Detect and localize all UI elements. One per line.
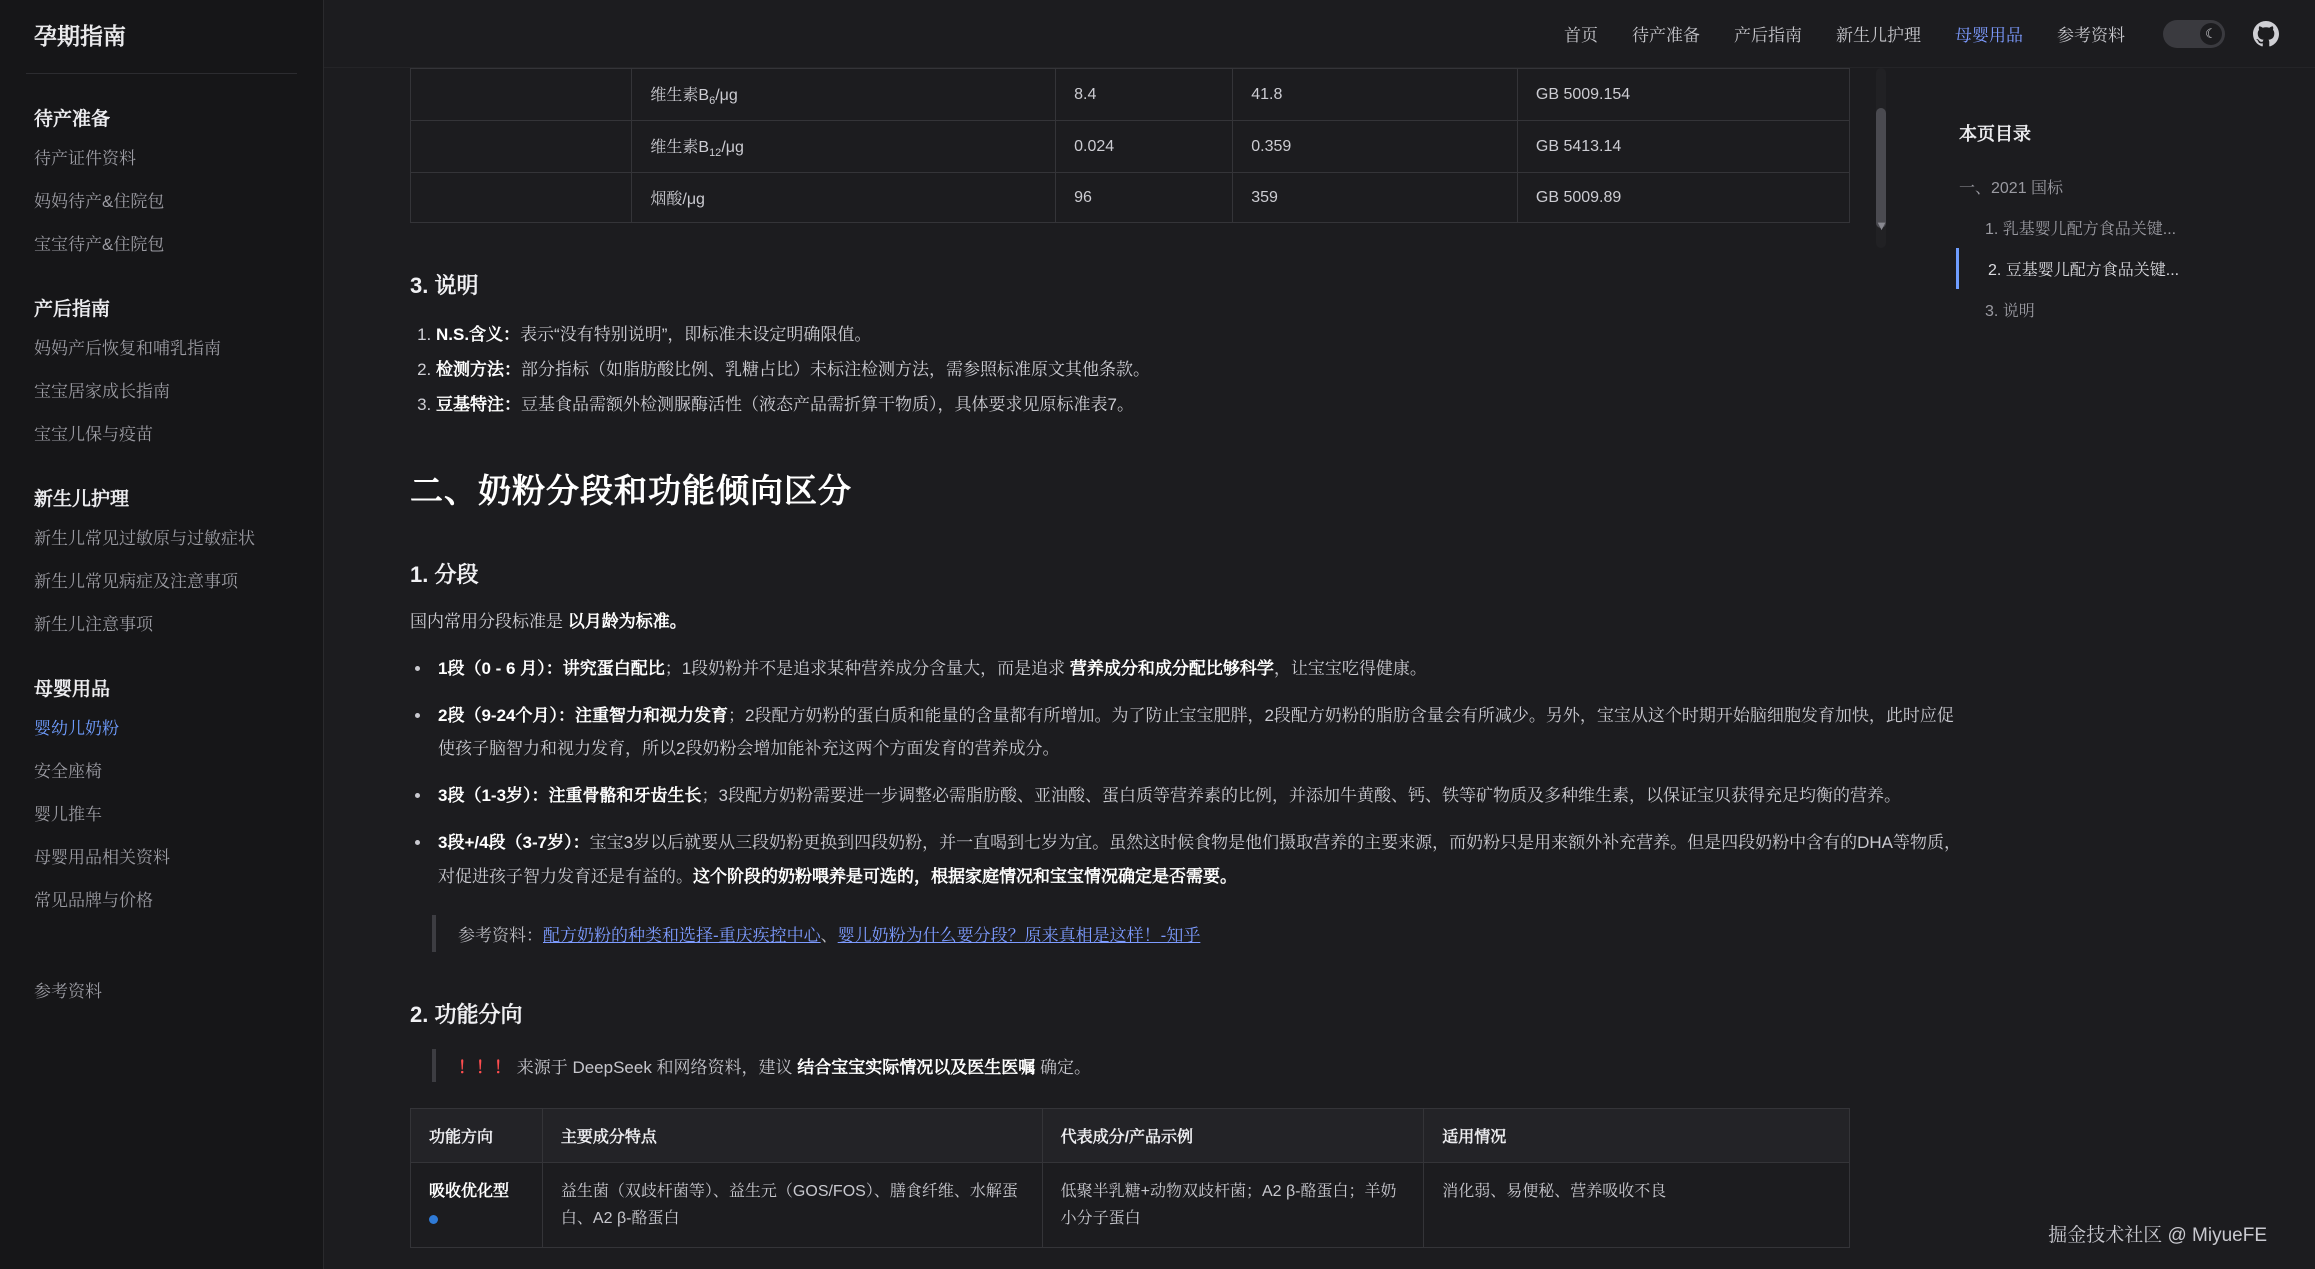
sidebar-item-erbao-yimiao[interactable]: 宝宝儿保与疫苗 [34,425,153,444]
list-item [432,699,1970,765]
sidebar-item-daichan-zhengjian[interactable]: 待产证件资料 [34,149,136,168]
topnav-item-chanhou[interactable]: 产后指南 [1734,26,1802,45]
table-cell-group [411,69,632,121]
table-row [411,173,1850,223]
explain-text: 豆基食品需额外检测脲酶活性（液态产品需折算干物质），具体要求见原标准表7。 [521,395,1134,415]
reference-separator: 、 [820,925,838,945]
page-title-section-two: 二、奶粉分段和功能倾向区分 [410,471,852,509]
top-navigation-bar [324,0,2315,68]
table-cell-nutrient: 烟酸/μg [632,173,1056,223]
stage-text1: 宝宝3岁以后就要从三段奶粉更换到四段奶粉，并一直喝到七岁为宜。虽然这时候食物是他们摄取营养的主要来源，而奶粉只是用来额外补充营养。但是四段奶粉中含有的DHA等物质，对促进孩子智力发育还是有益的。 [438,833,1961,886]
fenduan-lead [410,607,1970,632]
table-cell-examples: 低聚半乳糖+动物双歧杆菌；A2 β-酪蛋白；羊奶小分子蛋白 [1042,1162,1424,1247]
toc-item-doujipei[interactable]: 2. 豆基婴儿配方食品关键... [1956,248,2259,289]
scrollbar-thumb[interactable] [1876,108,1886,228]
sidebar-item-bingzheng[interactable]: 新生儿常见病症及注意事项 [34,572,238,591]
table-row [411,1162,1850,1247]
explain-term: 检测方法： [436,360,521,380]
table-cell-max: 41.8 [1233,69,1518,121]
outline-title: 本页目录 [1959,124,2031,144]
table-cell-max: 359 [1233,173,1518,223]
table-cell-nutrient: 维生素$B_{12}/\mu g$ [632,121,1056,173]
github-icon[interactable] [2253,21,2279,47]
toc-item-shuoming[interactable]: 3. 说明 [1985,303,2035,320]
tip-text-after: 确定。 [1035,1057,1092,1077]
table-cell-min: 96 [1056,173,1233,223]
fenduan-lead-prefix: 国内常用分段标准是 [410,611,568,631]
table-cell-usage: 消化弱、易便秘、营养吸收不良 [1424,1162,1850,1247]
sidebar-item-guomin[interactable]: 新生儿常见过敏原与过敏症状 [34,529,255,548]
fenduan-lead-bold: 以月龄为标准。 [567,611,687,631]
stage-bold1: 讲究蛋白配比 [562,658,665,678]
list-item [432,779,1970,812]
sidebar-item-pinpai-jiage[interactable]: 常见品牌与价格 [34,891,153,910]
explain-text: 表示“没有特别说明”，即标准未设定明确限值。 [520,325,872,345]
brand-title: 孕期指南 [26,0,297,74]
nutrition-table [410,68,1850,223]
topnav-item-xinshenger[interactable]: 新生儿护理 [1836,26,1921,45]
stage-bold2: 营养成分和成分配比够科学 [1069,658,1274,678]
sidebar-item-mama-baodai[interactable]: 妈妈待产&住院包 [34,192,165,211]
topnav-item-home[interactable]: 首页 [1564,26,1598,45]
function-table [410,1108,1850,1248]
explain-term: 豆基特注： [436,395,521,415]
list-item [436,318,1970,353]
table-cell-min: 8.4 [1056,69,1233,121]
column-header-examples: 代表成分/产品示例 [1042,1108,1424,1162]
explain-text: 部分指标（如脂肪酸比例、乳糖占比）未标注检测方法，需参照标准原文其他条款。 [521,360,1150,380]
tip-text-before: 来源于 DeepSeek 和网络资料，建议 [512,1057,798,1077]
topnav [1564,21,2125,46]
page-outline [1959,120,2259,330]
tip-block [432,1049,1970,1082]
stage-text1: ；1段奶粉并不是追求某种营养成分含量大，而是追求 [664,658,1070,678]
table-cell-group [411,173,632,223]
sidebar-item-xiangguanziliao[interactable]: 母婴用品相关资料 [34,848,170,867]
sidebar-item-cankaoziliao[interactable]: 参考资料 [34,982,102,1001]
sidebar-group-cankao [26,968,297,1011]
sidebar-group-title: 待产准备 [34,109,111,130]
watermark: 掘金技术社区 @ MiyueFE [2048,1225,2267,1246]
sidebar-group-title: 新生儿护理 [34,489,130,510]
column-header-usage: 适用情况 [1424,1108,1850,1162]
chevron-down-icon[interactable]: ▼ [1875,218,1888,233]
topnav-item-muying[interactable]: 母婴用品 [1955,26,2023,45]
reference-link-zhihu[interactable]: 婴儿奶粉为什么要分段？原来真相是这样！-知乎 [837,925,1201,945]
theme-toggle[interactable] [2163,20,2225,48]
section-heading-explain: 3. 说明 [410,273,479,299]
column-header-direction: 功能方向 [411,1108,543,1162]
sidebar-group-title: 母婴用品 [34,679,111,700]
table-header-row [411,1108,1850,1162]
stage-text1: ；2段配方奶粉的蛋白质和能量的含量都有所增加。为了防止宝宝肥胖，2段配方奶粉的脂肪含量会有所减少。另外，宝宝从这个时期开始脑细胞发育加快，此时应促使孩子脑智力和视力发育，所以2段奶粉会增加能补充这两个方面发育的营养成分。 [438,706,1954,759]
sidebar-group-chanhou [26,290,297,454]
warning-icon: ！！！ [458,1057,512,1077]
table-cell-nutrient: 维生素$B_6/\mu g$ [632,69,1056,121]
table-cell-standard: GB 5009.89 [1517,173,1849,223]
table-cell-standard: GB 5009.154 [1517,69,1849,121]
stage-title: 3段（1-3岁）： [438,786,549,806]
table-cell-max: 0.359 [1233,121,1518,173]
sidebar-group-title: 产后指南 [34,299,111,320]
topnav-item-cankao[interactable]: 参考资料 [2057,26,2125,45]
sidebar-item-tuiche[interactable]: 婴儿推车 [34,805,102,824]
section-heading-fenduan: 1. 分段 [410,561,479,587]
list-item [432,826,1970,892]
sidebar-item-baobao-chengzhang[interactable]: 宝宝居家成长指南 [34,382,170,401]
list-item [432,652,1970,685]
sidebar-group-chanqian [26,100,297,264]
section-heading-gongneng: 2. 功能分向 [410,1001,523,1027]
direction-label: 吸收优化型 [429,1182,510,1200]
stage-list [432,652,1970,893]
column-header-components: 主要成分特点 [542,1108,1042,1162]
toc-item-guobiao[interactable]: 一、2021 国标 [1959,180,2064,197]
sidebar-item-naifen[interactable]: 婴幼儿奶粉 [34,719,119,738]
stage-title: 3段+/4段（3-7岁）： [438,833,590,853]
explain-term: N.S.含义： [436,325,521,345]
table-cell-min: 0.024 [1056,121,1233,173]
table-cell-components: 益生菌（双歧杆菌等）、益生元（GOS/FOS）、膳食纤维、水解蛋白、A2 β-酪蛋白 [542,1162,1042,1247]
stage-bold1: 注重骨骼和牙齿生长 [548,786,702,806]
stage-title: 1段（0 - 6 月）： [438,658,563,678]
tip-bold: 结合宝宝实际情况以及医生医嘱 [797,1057,1036,1077]
stage-text2: ，让宝宝吃得健康。 [1273,658,1427,678]
document-body [410,68,1970,1248]
stage-bold2: 这个阶段的奶粉喂养是可选的，根据家庭情况和宝宝情况确定是否需要。 [693,866,1237,886]
sidebar-item-baobao-baodai[interactable]: 宝宝待产&住院包 [34,235,165,254]
reference-label: 参考资料： [458,925,543,945]
table-row [411,69,1850,121]
sidebar-group-muying [26,670,297,920]
table-cell-group [411,121,632,173]
sidebar-item-mama-huifu[interactable]: 妈妈产后恢复和哺乳指南 [34,339,221,358]
explain-list [436,318,1970,423]
table-cell-standard: GB 5413.14 [1517,121,1849,173]
sidebar-item-anquanzuoyi[interactable]: 安全座椅 [34,762,102,781]
sidebar [0,0,324,1269]
list-item [436,353,1970,388]
table-cell-direction [411,1162,543,1247]
toc-item-rujianpei[interactable]: 1. 乳基婴儿配方食品关键... [1985,221,2177,238]
reference-block [432,915,1970,952]
stage-title: 2段（9-24个月）： [438,706,575,726]
topnav-item-chanqian[interactable]: 待产准备 [1632,26,1700,45]
sidebar-group-xinshenger [26,480,297,644]
bullet-dot-icon [429,1215,438,1224]
reference-link-cdc[interactable]: 配方奶粉的种类和选择-重庆疾控中心 [543,925,821,945]
table-row [411,121,1850,173]
stage-bold1: 注重智力和视力发育 [574,706,728,726]
nutrition-table-scroll-area[interactable] [410,68,1888,233]
list-item [436,388,1970,423]
moon-icon: ☾ [2200,23,2222,45]
stage-text1: ；3段配方奶粉需要进一步调整必需脂肪酸、亚油酸、蛋白质等营养素的比例，并添加牛黄酸、钙、铁等矿物质及多种维生素，以保证宝贝获得充足均衡的营养。 [701,786,1901,806]
sidebar-item-zhuyi[interactable]: 新生儿注意事项 [34,615,153,634]
